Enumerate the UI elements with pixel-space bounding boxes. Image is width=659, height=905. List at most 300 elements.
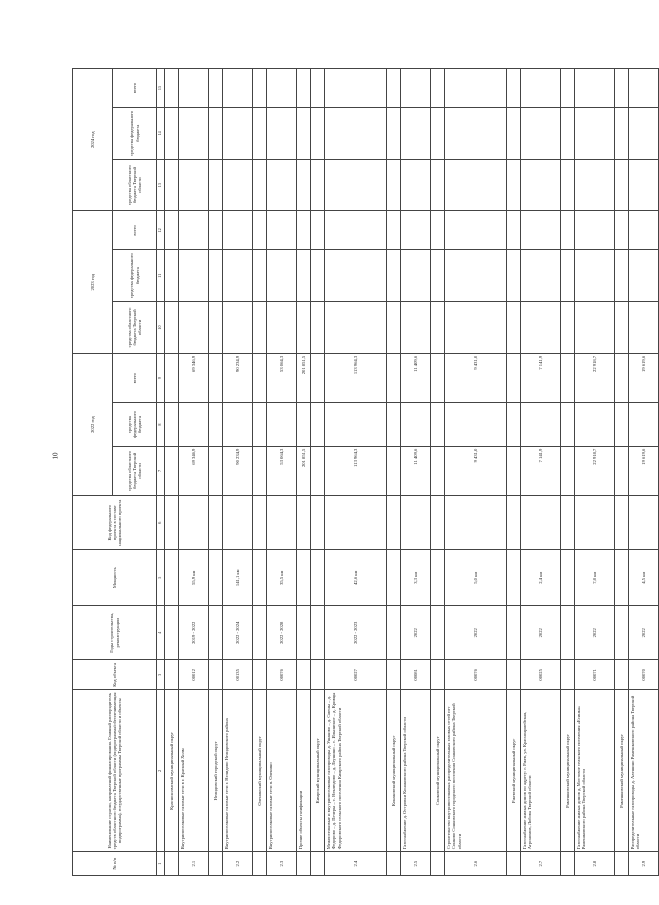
empty-cell bbox=[209, 107, 223, 159]
empty-cell bbox=[615, 211, 629, 250]
empty-cell bbox=[561, 496, 575, 550]
section-row bbox=[561, 69, 575, 876]
header-2022-total: всего bbox=[113, 353, 157, 403]
header-years: Годы строительства, реконструкции bbox=[73, 606, 157, 660]
section-label: Сонковский муниципальный округ bbox=[431, 690, 445, 852]
empty-cell bbox=[165, 211, 179, 250]
empty-cell bbox=[615, 69, 629, 108]
empty-cell bbox=[445, 302, 507, 354]
federal-2022 bbox=[521, 403, 561, 446]
header-2022-regional: средства областного бюджета Тверской области bbox=[113, 446, 157, 496]
capacity: 5,0 км bbox=[445, 550, 507, 606]
empty-cell bbox=[387, 496, 401, 550]
empty-cell bbox=[507, 302, 521, 354]
header-2023-federal: средства федерального бюджета bbox=[113, 250, 157, 302]
empty-cell bbox=[325, 211, 387, 250]
empty-cell bbox=[431, 550, 445, 606]
empty-cell bbox=[431, 353, 445, 403]
empty-cell bbox=[165, 302, 179, 354]
empty-cell bbox=[253, 606, 267, 660]
empty-cell bbox=[445, 107, 507, 159]
empty-cell bbox=[431, 496, 445, 550]
empty-cell bbox=[507, 69, 521, 108]
regional-2022: 7 141,9 bbox=[521, 446, 561, 496]
empty-cell bbox=[575, 302, 615, 354]
empty-cell bbox=[179, 69, 209, 108]
table-row bbox=[629, 69, 659, 876]
build-years: 2022 bbox=[521, 606, 561, 660]
header-2024: 2024 год bbox=[73, 69, 113, 211]
col-number: 7 bbox=[157, 446, 165, 496]
fed-project-code bbox=[325, 496, 387, 550]
empty-cell bbox=[521, 250, 561, 302]
row-name: Распределительные газопроводы д. Алешино Рамешковского района Тверской области bbox=[629, 690, 659, 852]
empty-cell bbox=[223, 211, 253, 250]
row-number: 2.1 bbox=[179, 852, 209, 876]
section-label: Рамешковский муниципальный округ bbox=[561, 690, 575, 852]
federal-2022 bbox=[575, 403, 615, 446]
header-2024-total: всего bbox=[113, 69, 157, 108]
empty-cell bbox=[325, 69, 387, 108]
empty-cell bbox=[311, 606, 325, 660]
empty-cell bbox=[615, 250, 629, 302]
section-row bbox=[311, 69, 325, 876]
empty-cell bbox=[209, 159, 223, 211]
total-2022: 7 141,9 bbox=[521, 353, 561, 403]
empty-cell bbox=[387, 159, 401, 211]
empty-cell bbox=[267, 211, 297, 250]
empty-cell bbox=[629, 107, 659, 159]
empty-cell bbox=[629, 250, 659, 302]
empty-cell bbox=[387, 302, 401, 354]
header-2022-federal: средства федерального бюджета bbox=[113, 403, 157, 446]
empty-cell bbox=[253, 302, 267, 354]
regional-2022: 9 431,0 bbox=[445, 446, 507, 496]
regional-2022: 201 851,5 bbox=[297, 446, 311, 496]
empty-cell bbox=[561, 107, 575, 159]
empty-cell bbox=[179, 302, 209, 354]
empty-cell bbox=[431, 852, 445, 876]
empty-cell bbox=[521, 211, 561, 250]
empty-cell bbox=[253, 852, 267, 876]
section-row bbox=[165, 69, 179, 876]
row-name: Внутрипоселковые газовые сети в г. Красный Холм bbox=[179, 690, 209, 852]
empty-cell bbox=[387, 852, 401, 876]
empty-cell bbox=[209, 250, 223, 302]
empty-cell bbox=[387, 353, 401, 403]
empty-cell bbox=[387, 403, 401, 446]
empty-cell bbox=[297, 250, 311, 302]
empty-cell bbox=[223, 69, 253, 108]
table-body bbox=[165, 69, 659, 876]
empty-cell bbox=[311, 403, 325, 446]
table-row bbox=[179, 69, 209, 876]
header-2023: 2023 год bbox=[73, 211, 113, 353]
empty-cell bbox=[387, 660, 401, 690]
table-row bbox=[521, 69, 561, 876]
regional-2022: 53 064,3 bbox=[267, 446, 297, 496]
empty-cell bbox=[209, 660, 223, 690]
capacity: 42,6 км bbox=[325, 550, 387, 606]
empty-cell bbox=[387, 550, 401, 606]
section-row bbox=[253, 69, 267, 876]
empty-cell bbox=[615, 403, 629, 446]
col-number: 12 bbox=[157, 211, 165, 250]
col-number: 2 bbox=[157, 690, 165, 852]
empty-cell bbox=[521, 69, 561, 108]
empty-cell bbox=[387, 250, 401, 302]
empty-cell bbox=[445, 211, 507, 250]
empty-cell bbox=[179, 159, 209, 211]
empty-cell bbox=[521, 159, 561, 211]
empty-cell bbox=[253, 107, 267, 159]
empty-cell bbox=[431, 660, 445, 690]
empty-cell bbox=[387, 69, 401, 108]
section-label: Конаковский муниципальный округ bbox=[387, 690, 401, 852]
total-2022: 19 619,6 bbox=[629, 353, 659, 403]
empty-cell bbox=[209, 302, 223, 354]
total-2022: 53 064,3 bbox=[267, 353, 297, 403]
row-number: 2.8 bbox=[575, 852, 615, 876]
empty-cell bbox=[431, 446, 445, 496]
col-number: 11 bbox=[157, 250, 165, 302]
row-name: Внутрипоселковые газовые сети п. Оленино bbox=[267, 690, 297, 852]
empty-cell bbox=[209, 446, 223, 496]
empty-cell bbox=[267, 107, 297, 159]
empty-cell bbox=[507, 660, 521, 690]
empty-cell bbox=[209, 550, 223, 606]
build-years: 2022 bbox=[575, 606, 615, 660]
empty-cell bbox=[401, 159, 431, 211]
empty-cell bbox=[223, 250, 253, 302]
empty-cell bbox=[267, 250, 297, 302]
empty-cell bbox=[325, 159, 387, 211]
empty-cell bbox=[209, 211, 223, 250]
empty-cell bbox=[401, 302, 431, 354]
build-years: 2022 bbox=[445, 606, 507, 660]
empty-cell bbox=[507, 250, 521, 302]
empty-cell bbox=[561, 250, 575, 302]
empty-cell bbox=[561, 69, 575, 108]
empty-cell bbox=[561, 550, 575, 606]
table-row bbox=[401, 69, 431, 876]
capacity: 35,5 км bbox=[267, 550, 297, 606]
regional-2022: 90 234,9 bbox=[223, 446, 253, 496]
empty-cell bbox=[507, 550, 521, 606]
col-number: 5 bbox=[157, 550, 165, 606]
empty-cell bbox=[179, 107, 209, 159]
empty-cell bbox=[561, 302, 575, 354]
empty-cell bbox=[209, 69, 223, 108]
row-number: 2.7 bbox=[521, 852, 561, 876]
empty-cell bbox=[445, 69, 507, 108]
empty-cell bbox=[297, 159, 311, 211]
total-2022: 113 964,3 bbox=[325, 353, 387, 403]
build-years: 2022 - 2023 bbox=[325, 606, 387, 660]
empty-cell bbox=[297, 852, 311, 876]
empty-cell bbox=[253, 660, 267, 690]
row-number: 2.5 bbox=[401, 852, 431, 876]
empty-cell bbox=[253, 446, 267, 496]
empty-cell bbox=[615, 660, 629, 690]
empty-cell bbox=[253, 211, 267, 250]
header-2022: 2022 год bbox=[73, 353, 113, 495]
capacity: 55,9 км bbox=[179, 550, 209, 606]
empty-cell bbox=[311, 302, 325, 354]
federal-2022 bbox=[179, 403, 209, 446]
empty-cell bbox=[507, 107, 521, 159]
federal-2022 bbox=[445, 403, 507, 446]
empty-cell bbox=[179, 250, 209, 302]
total-2022: 90 234,9 bbox=[223, 353, 253, 403]
empty-cell bbox=[165, 496, 179, 550]
empty-cell bbox=[223, 302, 253, 354]
page-number: 10 bbox=[51, 452, 60, 460]
empty-cell bbox=[615, 606, 629, 660]
row-name: Внутрипоселковые газовые сети г. Нелидово Нелидовского района bbox=[223, 690, 253, 852]
fed-project-code bbox=[521, 496, 561, 550]
table-row bbox=[325, 69, 387, 876]
row-name: Строительство внутрипоселковых распределительных газовых сетей пгт Сонково Сонковского городского поселения Сонковского района Тверской области bbox=[445, 690, 507, 852]
build-years: 2019 - 2022 bbox=[179, 606, 209, 660]
section-row bbox=[387, 69, 401, 876]
col-number: 3 bbox=[157, 660, 165, 690]
section-label: Ржевский муниципальный округ bbox=[507, 690, 521, 852]
col-number: 14 bbox=[157, 107, 165, 159]
header-2024-regional: средства областного бюджета Тверской области bbox=[113, 159, 157, 211]
row-name: Прочие объекты газификации bbox=[297, 690, 311, 852]
row-name: Газоснабжение д. Островки Конаковского района Тверской области bbox=[401, 690, 431, 852]
empty-cell bbox=[297, 69, 311, 108]
table-row bbox=[575, 69, 615, 876]
table-row bbox=[267, 69, 297, 876]
empty-cell bbox=[311, 69, 325, 108]
empty-cell bbox=[165, 69, 179, 108]
col-number: 1 bbox=[157, 852, 165, 876]
regional-2022: 11 409,6 bbox=[401, 446, 431, 496]
object-code: 00076 bbox=[445, 660, 507, 690]
col-number: 8 bbox=[157, 403, 165, 446]
build-years: 2022 - 2028 bbox=[267, 606, 297, 660]
empty-cell bbox=[575, 159, 615, 211]
object-code: 00025 bbox=[521, 660, 561, 690]
header-fed-code: Код федерального проекта в составе национального проекта bbox=[73, 496, 157, 550]
regional-2022: 69 346,9 bbox=[179, 446, 209, 496]
table-row bbox=[297, 69, 311, 876]
empty-cell bbox=[507, 606, 521, 660]
empty-cell bbox=[575, 211, 615, 250]
col-number: 6 bbox=[157, 496, 165, 550]
empty-cell bbox=[507, 403, 521, 446]
empty-cell bbox=[311, 446, 325, 496]
col-number: 13 bbox=[157, 159, 165, 211]
empty-cell bbox=[311, 159, 325, 211]
empty-cell bbox=[401, 107, 431, 159]
empty-cell bbox=[311, 496, 325, 550]
empty-cell bbox=[179, 211, 209, 250]
empty-cell bbox=[311, 211, 325, 250]
empty-cell bbox=[165, 852, 179, 876]
empty-cell bbox=[165, 606, 179, 660]
empty-cell bbox=[253, 353, 267, 403]
empty-cell bbox=[629, 211, 659, 250]
empty-cell bbox=[267, 302, 297, 354]
empty-cell bbox=[267, 69, 297, 108]
empty-cell bbox=[615, 446, 629, 496]
section-row bbox=[209, 69, 223, 876]
empty-cell bbox=[311, 353, 325, 403]
empty-cell bbox=[209, 496, 223, 550]
empty-cell bbox=[561, 159, 575, 211]
col-number: 10 bbox=[157, 302, 165, 354]
section-label: Рамешковский муниципальный округ bbox=[615, 690, 629, 852]
build-years: 2022 bbox=[401, 606, 431, 660]
empty-cell bbox=[297, 496, 311, 550]
header-code: Код объекта bbox=[73, 660, 157, 690]
empty-cell bbox=[401, 211, 431, 250]
fed-project-code bbox=[401, 496, 431, 550]
empty-cell bbox=[615, 550, 629, 606]
empty-cell bbox=[253, 403, 267, 446]
empty-cell bbox=[223, 159, 253, 211]
empty-cell bbox=[575, 69, 615, 108]
object-code: 00070 bbox=[629, 660, 659, 690]
fed-project-code bbox=[445, 496, 507, 550]
empty-cell bbox=[209, 353, 223, 403]
federal-2022 bbox=[629, 403, 659, 446]
empty-cell bbox=[209, 606, 223, 660]
object-code: 00076 bbox=[267, 660, 297, 690]
empty-cell bbox=[165, 550, 179, 606]
header-capacity: Мощность bbox=[73, 550, 157, 606]
empty-cell bbox=[387, 211, 401, 250]
capacity: 2,4 км bbox=[521, 550, 561, 606]
total-2022: 11 409,6 bbox=[401, 353, 431, 403]
empty-cell bbox=[209, 403, 223, 446]
empty-cell bbox=[387, 107, 401, 159]
regional-2022: 19 619,6 bbox=[629, 446, 659, 496]
empty-cell bbox=[387, 606, 401, 660]
fed-project-code bbox=[179, 496, 209, 550]
row-number: 2.9 bbox=[629, 852, 659, 876]
fed-project-code bbox=[223, 496, 253, 550]
empty-cell bbox=[297, 302, 311, 354]
empty-cell bbox=[431, 107, 445, 159]
regional-2022: 22 918,7 bbox=[575, 446, 615, 496]
empty-cell bbox=[311, 250, 325, 302]
empty-cell bbox=[507, 159, 521, 211]
empty-cell bbox=[253, 550, 267, 606]
empty-cell bbox=[297, 606, 311, 660]
empty-cell bbox=[615, 353, 629, 403]
federal-2022 bbox=[267, 403, 297, 446]
row-name: Газоснабжение жилых домов д. Мостовое сельского поселения «Есинка» Рамешковского района Тверской области bbox=[575, 690, 615, 852]
empty-cell bbox=[165, 107, 179, 159]
empty-cell bbox=[615, 496, 629, 550]
empty-cell bbox=[561, 353, 575, 403]
empty-cell bbox=[561, 403, 575, 446]
table-row bbox=[223, 69, 253, 876]
header-2023-total: всего bbox=[113, 211, 157, 250]
empty-cell bbox=[575, 250, 615, 302]
empty-cell bbox=[165, 403, 179, 446]
empty-cell bbox=[507, 353, 521, 403]
empty-cell bbox=[445, 159, 507, 211]
empty-cell bbox=[629, 69, 659, 108]
empty-cell bbox=[165, 446, 179, 496]
federal-2022 bbox=[401, 403, 431, 446]
empty-cell bbox=[325, 250, 387, 302]
empty-cell bbox=[267, 159, 297, 211]
row-name: Газоснабжение жилых домов по адресу: г. Ржев, ул. Красноармейская, Агрономов, Лобова Тверской области bbox=[521, 690, 561, 852]
table-row bbox=[445, 69, 507, 876]
empty-cell bbox=[575, 107, 615, 159]
header-name: Наименование отрасли, направлений финансирования. Главный распорядитель средств областного бюджета Тверской области (подпрограмма/обеспечивающая подпрограмма), государственные программы Тверской области и объекты bbox=[73, 690, 157, 852]
total-2022: 201 851,5 bbox=[297, 353, 311, 403]
empty-cell bbox=[507, 211, 521, 250]
objects-table bbox=[72, 68, 659, 876]
header-2023-regional: средства областного бюджета Тверской области bbox=[113, 302, 157, 354]
header-no: № п/п bbox=[73, 852, 157, 876]
empty-cell bbox=[297, 211, 311, 250]
object-code: 00027 bbox=[325, 660, 387, 690]
empty-cell bbox=[253, 159, 267, 211]
empty-cell bbox=[165, 250, 179, 302]
federal-2022 bbox=[223, 403, 253, 446]
empty-cell bbox=[209, 852, 223, 876]
empty-cell bbox=[431, 69, 445, 108]
empty-cell bbox=[165, 660, 179, 690]
empty-cell bbox=[521, 302, 561, 354]
total-2022: 22 918,7 bbox=[575, 353, 615, 403]
total-2022: 9 431,0 bbox=[445, 353, 507, 403]
fed-project-code bbox=[575, 496, 615, 550]
row-number: 2.2 bbox=[223, 852, 253, 876]
build-years: 2022 - 2024 bbox=[223, 606, 253, 660]
row-number: 2.6 bbox=[445, 852, 507, 876]
section-row bbox=[615, 69, 629, 876]
build-years: 2022 bbox=[629, 606, 659, 660]
empty-cell bbox=[629, 159, 659, 211]
empty-cell bbox=[223, 107, 253, 159]
empty-cell bbox=[507, 852, 521, 876]
empty-cell bbox=[431, 302, 445, 354]
section-label: Кимрский муниципальный округ bbox=[311, 690, 325, 852]
row-name: Межпоселковые и внутрипоселковые газопроводы д. Ушаково – д. Смены – д. Федорово – д. Печеры – с. Неклюдово – д. Леушино – с. Ильинское – д. Кривцы Федоровского сельского поселения Кимрского района Тверской области bbox=[325, 690, 387, 852]
empty-cell bbox=[629, 302, 659, 354]
object-code: 00012 bbox=[179, 660, 209, 690]
empty-cell bbox=[431, 403, 445, 446]
empty-cell bbox=[297, 660, 311, 690]
empty-cell bbox=[431, 606, 445, 660]
empty-cell bbox=[297, 107, 311, 159]
fed-project-code bbox=[267, 496, 297, 550]
object-code: 00081 bbox=[401, 660, 431, 690]
empty-cell bbox=[445, 250, 507, 302]
capacity: 4,5 км bbox=[629, 550, 659, 606]
empty-cell bbox=[431, 211, 445, 250]
empty-cell bbox=[521, 107, 561, 159]
empty-cell bbox=[615, 159, 629, 211]
empty-cell bbox=[311, 107, 325, 159]
regional-2022: 113 964,3 bbox=[325, 446, 387, 496]
section-label: Нелидовский городской округ bbox=[209, 690, 223, 852]
federal-2022 bbox=[297, 403, 311, 446]
empty-cell bbox=[311, 852, 325, 876]
empty-cell bbox=[615, 302, 629, 354]
empty-cell bbox=[507, 496, 521, 550]
col-number: 9 bbox=[157, 353, 165, 403]
